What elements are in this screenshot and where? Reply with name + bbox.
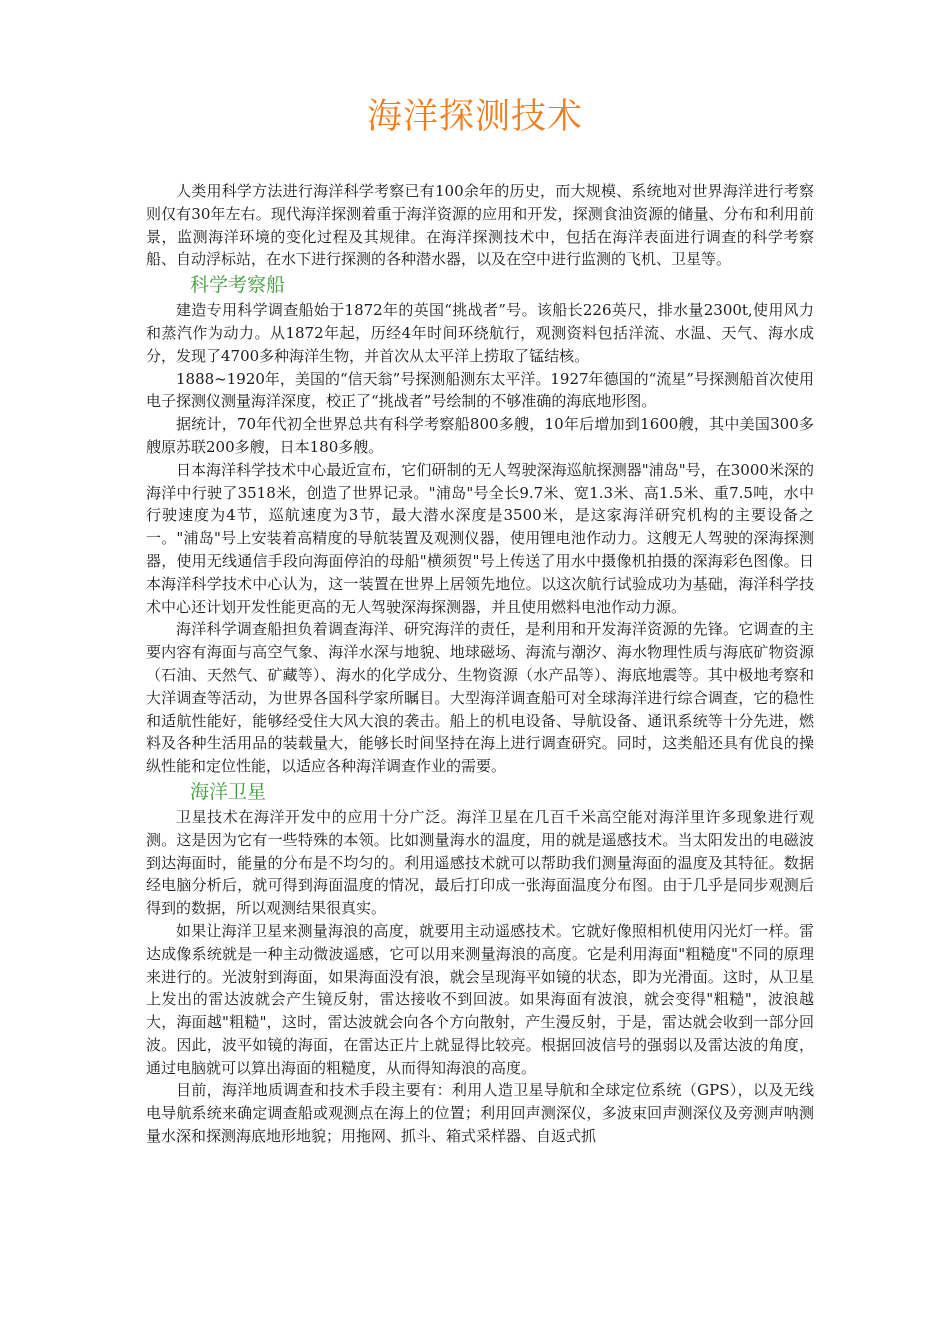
paragraph: 目前，海洋地质调查和技术手段主要有：利用人造卫星导航和全球定位系统（GPS），以及无线电导航系统来确定调查船或观测点在海上的位置；利用回声测深仪，多波束回声测深仪及旁测声呐测量水深和探测海底地形地貌；用拖网、抓斗、箱式采样器、自返式抓: [146, 1081, 814, 1146]
document-title: 海洋探测技术: [366, 97, 583, 137]
paragraph: 建造专用科学调查船始于1872年的英国“挑战者”号。该船长226英尺，排水量2300t,使用风力和蒸汽作为动力。从1872年起，历经4年时间环绕航行，观测资料包括洋流、水温、天气、海水成分，发现了4700多种海洋生物，并首次从太平洋上捞取了锰结核。: [146, 301, 814, 365]
paragraph: 日本海洋科学技术中心最近宣布，它们研制的无人驾驶深海巡航探测器"浦岛"号，在3000米深的海洋中行驶了3518米，创造了世界记录。"浦岛"号全长9.7米、宽1.3米、高1.5米、重7.5吨，水中行驶速度为4节，巡航速度为3节，最大潜水深度是3500米，是这家海洋研究机构的主要设备之一。"浦岛"号上安装着高精度的导航装置及观测仪器，使用锂电池作动力。这艘无人驾驶的深海探测器，使用无线通信手段向海面停泊的母船"横须贺"号上传送了用水中摄像机拍摄的深海彩色图像。日本海洋科学技术中心认为，这一装置在世界上居领先地位。以这次航行试验成功为基础，海洋科学技术中心还计划开发性能更高的无人驾驶深海探测器，并且使用燃料电池作动力源。: [146, 460, 814, 616]
section-heading-research-ship: 科学考察船: [190, 274, 286, 297]
intro-paragraph: 人类用科学方法进行海洋科学考察已有100余年的历史，而大规模、系统地对世界海洋进行考察则仅有30年左右。现代海洋探测着重于海洋资源的应用和开发，探测食油资源的储量、分布和利用前景，监测海洋环境的变化过程及其规律。在海洋探测技术中，包括在海洋表面进行调查的科学考察船、自动浮标站，在水下进行探测的各种潜水器，以及在空中进行监测的飞机、卫星等。: [146, 182, 814, 269]
paragraph: 卫星技术在海洋开发中的应用十分广泛。海洋卫星在几百千米高空能对海洋里许多现象进行观测。这是因为它有一些特殊的本领。比如测量海水的温度，用的就是遥感技术。当太阳发出的电磁波到达海面时，能量的分布是不均匀的。利用遥感技术就可以帮助我们测量海面的温度及其特征。数据经电脑分析后，就可得到海面温度的情况，最后打印成一张海面温度分布图。由于几乎是同步观测后得到的数据，所以观测结果很真实。: [146, 807, 814, 918]
paragraph: 海洋科学调查船担负着调查海洋、研究海洋的责任，是利用和开发海洋资源的先锋。它调查的主要内容有海面与高空气象、海洋水深与地貌、地球磁场、海流与潮汐、海水物理性质与海底矿物资源（石油、天然气、矿藏等）、海水的化学成分、生物资源（水产品等）、海底地震等。其中极地考察和大洋调查等活动，为世界各国科学家所瞩目。大型海洋调查船可对全球海洋进行综合调查，它的稳性和适航性能好，能够经受住大风大浪的袭击。船上的机电设备、导航设备、通讯系统等十分先进，燃料及各种生活用品的装载量大，能够长时间坚持在海上进行调查研究。同时，这类船还具有优良的操纵性能和定位性能，以适应各种海洋调查作业的需要。: [146, 620, 814, 776]
paragraph: 据统计，70年代初全世界总共有科学考察船800多艘，10年后增加到1600艘，其中美国300多艘原苏联200多艘，日本180多艘。: [146, 415, 814, 456]
paragraph: 1888~1920年，美国的“信天翁”号探测船测东太平洋。1927年德国的“流星”号探测船首次使用电子探测仪测量海洋深度，校正了“挑战者”号绘制的不够准确的海底地形图。: [146, 369, 814, 411]
document-body: [146, 180, 814, 1148]
paragraph: 如果让海洋卫星来测量海浪的高度，就要用主动遥感技术。它就好像照相机使用闪光灯一样。雷达成像系统就是一种主动微波遥感，它可以用来测量海浪的高度。它是利用海面"粗糙度"不同的原理来进行的。光波射到海面，如果海面没有浪，就会呈现海平如镜的状态，即为光滑面。这时，从卫星上发出的雷达波就会产生镜反射，雷达接收不到回波。如果海面有波浪，就会变得"粗糙"，波浪越大，海面越"粗糙"，这时，雷达波就会向各个方向散射，产生漫反射，于是，雷达就会收到一部分回波。因此，波平如镜的海面，在雷达正片上就显得比较亮。根据回波信号的强弱以及雷达波的角度，通过电脑就可以算出海面的粗糙度，从而得知海浪的高度。: [146, 921, 814, 1077]
section-heading-ocean-satellite: 海洋卫星: [190, 780, 267, 803]
